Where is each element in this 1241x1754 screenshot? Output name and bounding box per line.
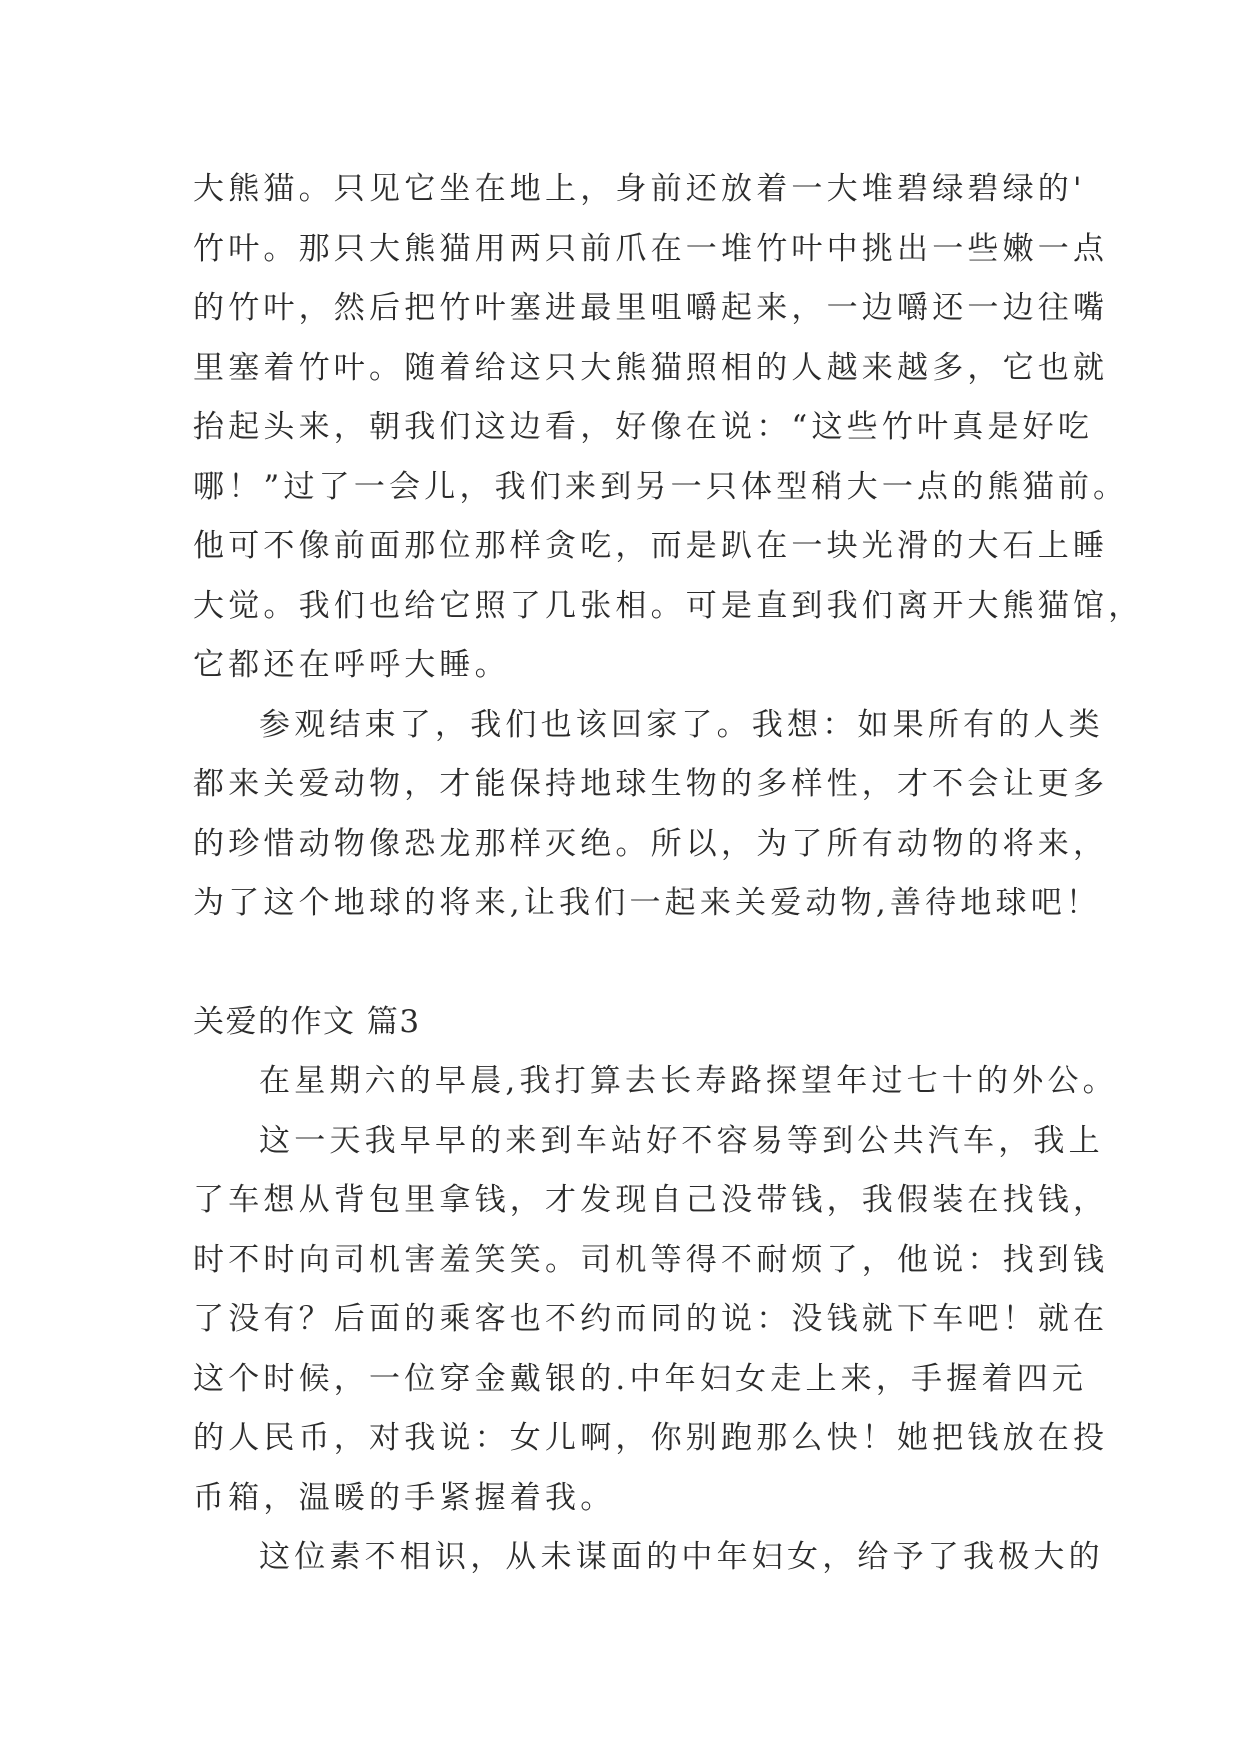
text-line: 抬起头来，朝我们这边看，好像在说：“这些竹叶真是好吃 <box>193 409 1094 445</box>
text-line: 了没有？后面的乘客也不约而同的说：没钱就下车吧！就在 <box>193 1301 1109 1337</box>
text-line: 币箱，温暖的手紧握着我。 <box>193 1479 616 1516</box>
text-line: 里塞着竹叶。随着给这只大熊猫照相的人越来越多，它也就 <box>193 349 1109 386</box>
text-line: 都来关爱动物，才能保持地球生物的多样性，才不会让更多 <box>193 766 1109 802</box>
text-line: 竹叶。那只大熊猫用两只前爪在一堆竹叶中挑出一些嫩一点 <box>193 230 1109 267</box>
text-line: 哪！”过了一会儿，我们来到另一只体型稍大一点的熊猫前。 <box>193 468 1129 505</box>
text-line: 的竹叶，然后把竹叶塞进最里咀嚼起来，一边嚼还一边往嘴 <box>193 290 1109 326</box>
text-line: 这个时候，一位穿金戴银的.中年妇女走上来，手握着四元 <box>193 1360 1088 1397</box>
paragraph-conclusion <box>193 696 1109 934</box>
text-line: 它都还在呼呼大睡。 <box>193 647 510 683</box>
text-line: 大觉。我们也给它照了几张相。可是直到我们离开大熊猫馆， <box>193 587 1144 624</box>
paragraph-stranger <box>193 1528 1104 1588</box>
text-line: 参观结束了，我们也该回家了。我想：如果所有的人类 <box>259 706 1104 743</box>
text-line: 时不时向司机害羞笑笑。司机等得不耐烦了，他说：找到钱 <box>193 1241 1109 1278</box>
paragraph-saturday <box>193 1052 1118 1112</box>
text-line: 这位素不相识，从未谋面的中年妇女，给予了我极大的 <box>259 1539 1104 1575</box>
text-line: 这一天我早早的来到车站好不容易等到公共汽车，我上 <box>259 1122 1104 1159</box>
text-line: 了车想从背包里拿钱，才发现自己没带钱，我假装在找钱， <box>193 1182 1109 1218</box>
text-line: 在星期六的早晨,我打算去长寿路探望年过七十的外公。 <box>259 1063 1118 1099</box>
paragraph-bus <box>193 1112 1109 1529</box>
section-heading: 关爱的作文 篇3 <box>193 1003 421 1040</box>
text-line: 的人民币，对我说：女儿啊，你别跑那么快！她把钱放在投 <box>193 1420 1109 1456</box>
essay-body <box>193 160 1144 1588</box>
text-line: 他可不像前面那位那样贪吃，而是趴在一块光滑的大石上睡 <box>193 528 1109 564</box>
text-line: 为了这个地球的将来,让我们一起来关爱动物,善待地球吧！ <box>193 885 1102 921</box>
paragraph-panda-continued <box>193 160 1144 696</box>
text-line: 的珍惜动物像恐龙那样灭绝。所以，为了所有动物的将来， <box>193 825 1109 862</box>
text-line: 大熊猫。只见它坐在地上，身前还放着一大堆碧绿碧绿的' <box>193 171 1086 207</box>
